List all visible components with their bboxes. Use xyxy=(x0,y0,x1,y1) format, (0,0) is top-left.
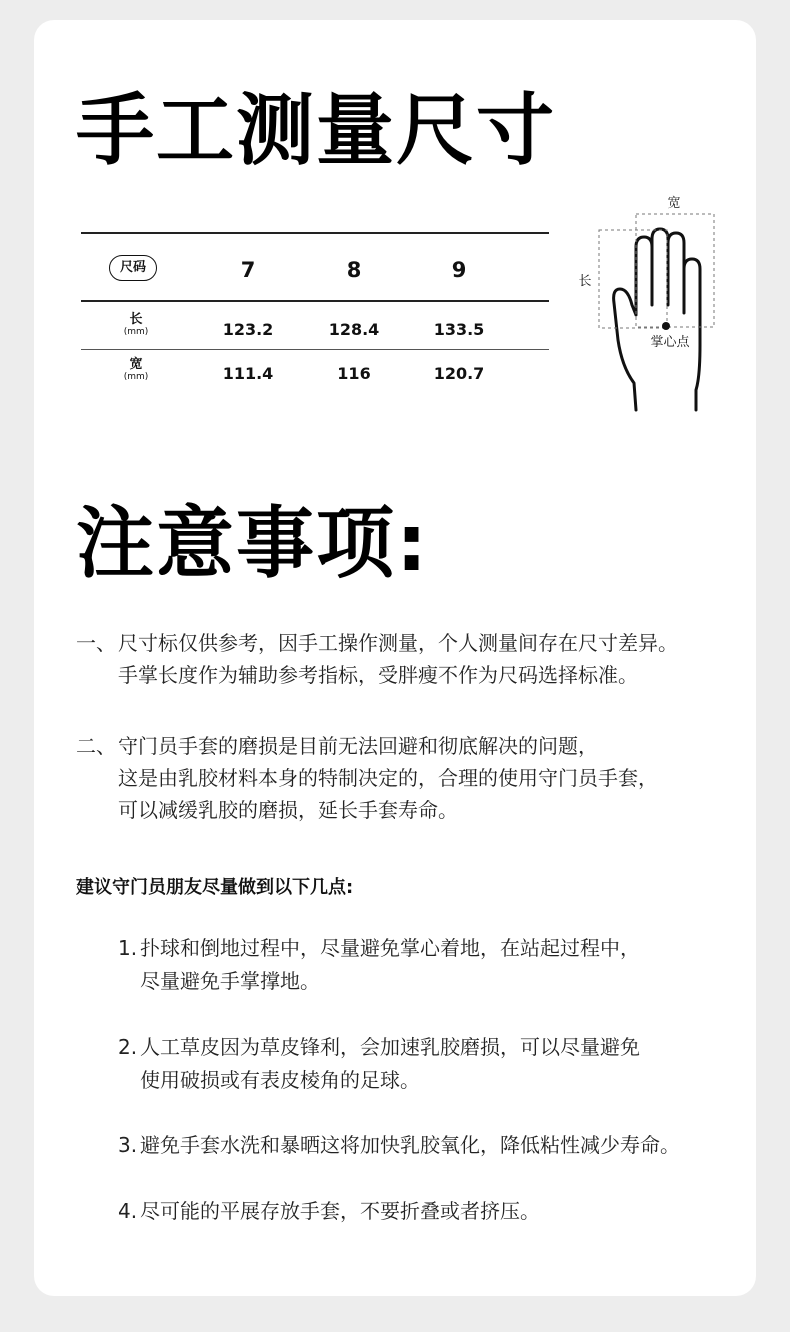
size-header-8: 8 xyxy=(346,258,362,282)
advice-item-3-text-1: 避免手套水洗和暴晒这将加快乳胶氧化，降低粘性减少寿命。 xyxy=(140,1133,680,1157)
note-1-line-1 xyxy=(76,627,678,659)
note-2 xyxy=(76,730,658,826)
palm-point-marker xyxy=(662,322,670,330)
advice-item-4-text-1: 尽可能的平展存放手套，不要折叠或者挤压。 xyxy=(140,1199,540,1223)
note-2-line-3: 可以减缓乳胶的磨损，延长手套寿命。 xyxy=(118,798,458,822)
row-label-width xyxy=(124,358,149,382)
note-1-prefix: 一、 xyxy=(76,631,116,655)
advice-item-2-text-1: 人工草皮因为草皮锋利，会加速乳胶磨损，可以尽量避免 xyxy=(140,1035,640,1059)
size-header-7: 7 xyxy=(240,258,256,282)
advice-item-2-number: 2. xyxy=(118,1035,138,1059)
advice-item-4-number: 4. xyxy=(118,1199,138,1223)
hand-outline-icon xyxy=(614,229,700,410)
note-1-text-1: 尺寸标仅供参考，因手工操作测量，个人测量间存在尺寸差异。 xyxy=(118,631,678,655)
advice-item-1-text-1: 扑球和倒地过程中，尽量避免掌心着地，在站起过程中， xyxy=(140,936,640,960)
row-label-width-text: 宽 xyxy=(129,357,143,372)
length-size-8: 128.4 xyxy=(328,320,380,339)
advice-title: 建议守门员朋友尽量做到以下几点: xyxy=(76,877,354,898)
page-title: 手工测量尺寸 xyxy=(76,86,557,176)
width-size-8: 116 xyxy=(337,364,371,383)
size-header-badge: 尺码 xyxy=(109,255,157,281)
note-1 xyxy=(76,627,678,691)
advice-item-1 xyxy=(118,932,640,998)
palm-point-label: 掌心点 xyxy=(650,335,690,350)
note-2-line-1 xyxy=(76,730,658,762)
table-row-rule xyxy=(81,349,549,350)
row-label-length-unit: (mm) xyxy=(123,327,149,337)
length-size-7: 123.2 xyxy=(222,320,274,339)
advice-item-3 xyxy=(118,1129,680,1162)
table-top-rule xyxy=(81,232,549,234)
width-label: 宽 xyxy=(667,196,681,211)
note-2-prefix: 二、 xyxy=(76,734,116,758)
advice-item-1-line-2: 尽量避免手掌撑地。 xyxy=(140,969,320,993)
advice-item-4 xyxy=(118,1195,540,1228)
advice-item-1-line-1 xyxy=(118,932,640,965)
advice-item-4-line-1 xyxy=(118,1195,540,1228)
length-size-9: 133.5 xyxy=(433,320,485,339)
note-2-text-1: 守门员手套的磨损是目前无法回避和彻底解决的问题， xyxy=(118,734,598,758)
advice-item-2 xyxy=(118,1031,640,1097)
width-size-7: 111.4 xyxy=(222,364,274,383)
row-label-width-unit: (mm) xyxy=(123,372,149,382)
notes-title: 注意事项: xyxy=(76,499,430,589)
hand-measurement-diagram xyxy=(560,185,740,420)
row-label-length xyxy=(124,313,149,337)
table-header-rule xyxy=(81,300,549,302)
length-label: 长 xyxy=(578,274,592,289)
note-2-line-2: 这是由乳胶材料本身的特制决定的，合理的使用守门员手套， xyxy=(118,766,658,790)
advice-item-2-line-2: 使用破损或有表皮棱角的足球。 xyxy=(140,1068,420,1092)
advice-item-1-number: 1. xyxy=(118,936,138,960)
size-header-9: 9 xyxy=(451,258,467,282)
row-label-length-text: 长 xyxy=(129,312,143,327)
advice-item-2-line-1 xyxy=(118,1031,640,1064)
advice-item-3-line-1 xyxy=(118,1129,680,1162)
advice-item-3-number: 3. xyxy=(118,1133,138,1157)
width-size-9: 120.7 xyxy=(433,364,485,383)
note-1-line-2: 手掌长度作为辅助参考指标，受胖瘦不作为尺码选择标准。 xyxy=(118,663,638,687)
